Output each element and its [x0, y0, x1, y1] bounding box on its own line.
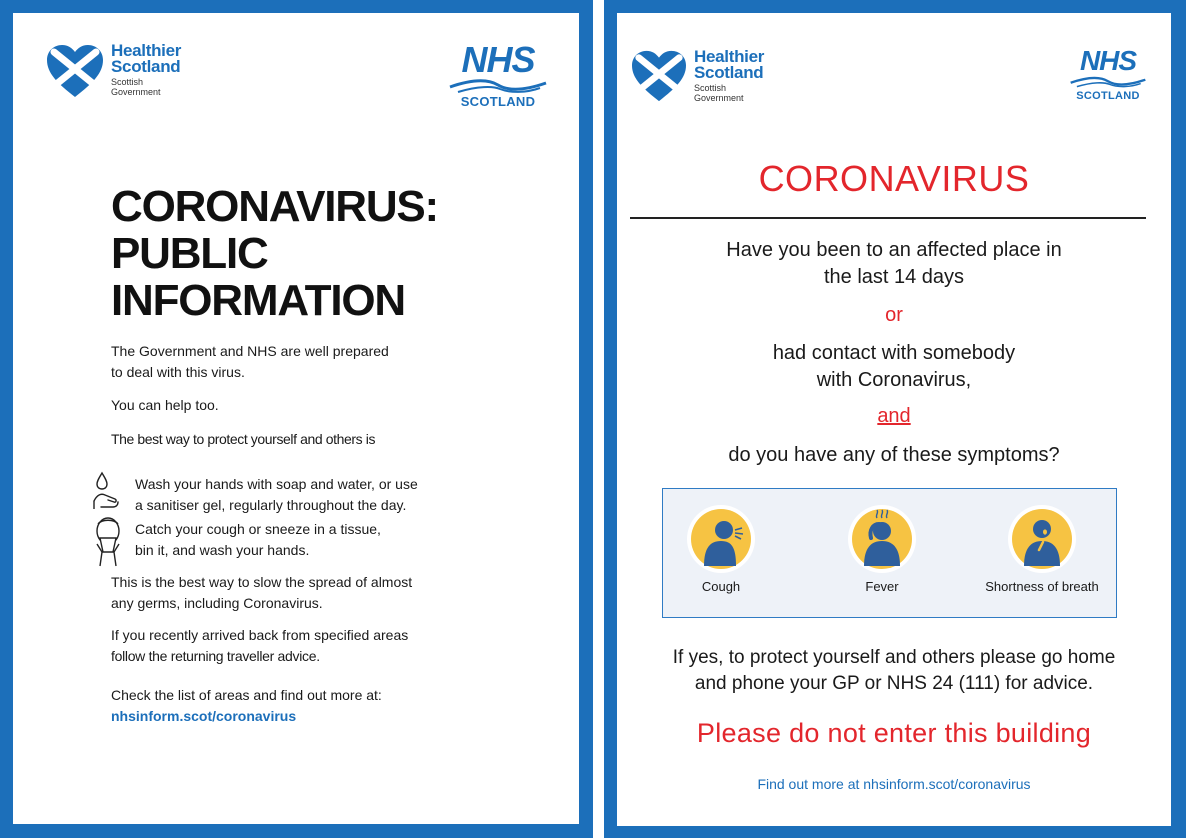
text-line: If you recently arrived back from specified areas: [111, 627, 409, 643]
logo-sub-line1: Scottish: [694, 83, 727, 93]
intro-text: [111, 341, 389, 383]
find-out-more-link[interactable]: Find out more at nhsinform.scot/coronavirus: [757, 776, 1031, 792]
nhs-wordmark: NHS: [1079, 45, 1137, 76]
cough-icon: [690, 508, 752, 570]
handwash-icon: [91, 471, 123, 511]
nhs-wordmark: NHS: [461, 39, 535, 80]
text-line: to deal with this virus.: [111, 364, 245, 380]
text-line: The Government and NHS are well prepared: [111, 343, 389, 359]
shortness-of-breath-icon: [1011, 508, 1073, 570]
symptom-cough: [656, 505, 786, 595]
nhsinform-link[interactable]: nhsinform.scot/coronavirus: [111, 708, 297, 724]
text-line: with Coronavirus,: [816, 369, 972, 391]
poster-sheet: [617, 13, 1171, 826]
symptom-fever: [817, 505, 947, 595]
text-line: bin it, and wash your hands.: [135, 542, 310, 558]
logo-title-line2: Scotland: [694, 63, 764, 82]
question-affected-place: [617, 237, 1171, 291]
tip-sneeze: [135, 519, 381, 561]
poster-do-not-enter: [604, 0, 1186, 838]
slow-spread-text: [111, 572, 412, 614]
text-line: Wash your hands with soap and water, or use: [135, 476, 418, 492]
text-line: Have you been to an affected place in: [726, 239, 1062, 261]
healthier-scotland-logo: [630, 49, 764, 103]
advice-text: [617, 645, 1171, 697]
best-way-text: The best way to protect yourself and others is: [111, 431, 376, 447]
text-line: the last 14 days: [823, 266, 965, 288]
traveller-text: [111, 625, 408, 667]
symptom-label: Cough: [701, 579, 741, 594]
title-line: CORONAVIRUS:: [111, 182, 439, 231]
logo-title-line2: Scotland: [111, 57, 181, 76]
healthier-scotland-logo: [45, 43, 181, 99]
saltire-heart-icon: [630, 49, 688, 103]
symptom-label: Fever: [865, 579, 899, 594]
nhs-scotland-logo: [1068, 47, 1148, 103]
help-text: You can help too.: [111, 397, 219, 413]
saltire-heart-icon: [45, 43, 105, 99]
question-symptoms: do you have any of these symptoms?: [728, 444, 1060, 466]
text-line: had contact with somebody: [772, 342, 1016, 364]
title-line: INFORMATION: [111, 276, 405, 325]
symptoms-panel: [662, 488, 1117, 618]
text-line: and phone your GP or NHS 24 (111) for advice.: [694, 673, 1094, 694]
page-title: [111, 183, 438, 324]
check-text: Check the list of areas and find out more at:: [111, 687, 382, 703]
title-line: PUBLIC: [111, 229, 268, 278]
sneeze-tissue-icon: [91, 516, 125, 568]
text-line: follow the returning traveller advice.: [111, 648, 320, 664]
page-title: CORONAVIRUS: [758, 158, 1030, 199]
text-line: Catch your cough or sneeze in a tissue,: [135, 521, 381, 537]
text-line: If yes, to protect yourself and others please go home: [672, 647, 1116, 668]
nhs-region: SCOTLAND: [460, 94, 536, 109]
tip-handwash: [135, 474, 418, 516]
logo-sub-line1: Scottish: [111, 77, 144, 87]
text-line: any germs, including Coronavirus.: [111, 595, 323, 611]
text-line: a sanitiser gel, regularly throughout the day.: [135, 497, 407, 513]
symptom-shortness-of-breath: [977, 505, 1107, 595]
or-text: or: [885, 304, 903, 326]
logo-sub-line2: Government: [111, 87, 161, 97]
and-text: and: [877, 405, 911, 427]
fever-icon: [851, 508, 913, 570]
logo-title-line1: Healthier: [694, 47, 765, 66]
text-line: This is the best way to slow the spread of almost: [111, 574, 413, 590]
nhs-scotland-logo: [446, 39, 550, 109]
logo-sub-line2: Government: [694, 93, 744, 103]
divider: [630, 217, 1146, 219]
nhs-region: SCOTLAND: [1076, 90, 1140, 102]
poster-sheet: [13, 13, 579, 824]
logo-title-line1: Healthier: [111, 41, 182, 60]
symptom-label: Shortness of breath: [985, 579, 1099, 594]
question-contact: [617, 340, 1171, 394]
wave-icon: [1069, 75, 1147, 89]
do-not-enter-warning: Please do not enter this building: [696, 718, 1092, 748]
